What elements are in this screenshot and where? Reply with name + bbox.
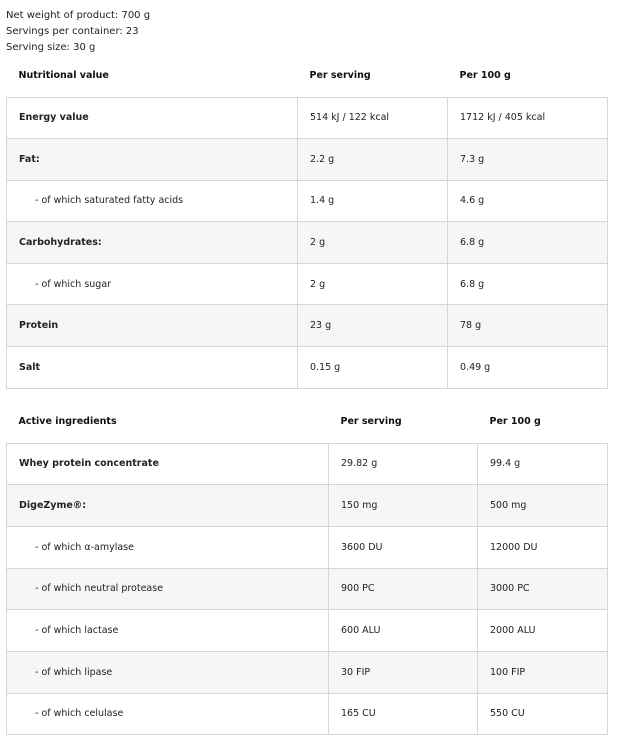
table-row: [7, 263, 608, 305]
row-label: - of which lactase: [7, 610, 329, 652]
row-label: - of which neutral protease: [7, 568, 329, 610]
active-ingredients-table: [6, 401, 608, 735]
per-100g-cell: 4.6 g: [448, 180, 608, 222]
per-serving-cell: 150 mg: [329, 485, 478, 527]
per-serving-cell: 2.2 g: [298, 139, 448, 181]
table-row: [7, 485, 608, 527]
per-100g-cell: 2000 ALU: [478, 610, 608, 652]
table-row: [7, 568, 608, 610]
column-header: Per 100 g: [448, 55, 608, 97]
per-serving-cell: 29.82 g: [329, 443, 478, 485]
table-row: [7, 139, 608, 181]
row-label: Whey protein concentrate: [7, 443, 329, 485]
column-header: Per 100 g: [478, 401, 608, 443]
row-label: Salt: [7, 347, 298, 389]
row-label: DigeZyme®:: [7, 485, 329, 527]
per-100g-cell: 0.49 g: [448, 347, 608, 389]
nutrition-table: [6, 55, 608, 389]
table-row: [7, 305, 608, 347]
per-100g-cell: 78 g: [448, 305, 608, 347]
per-100g-cell: 6.8 g: [448, 263, 608, 305]
table-row: [7, 347, 608, 389]
per-serving-cell: 600 ALU: [329, 610, 478, 652]
row-label: - of which sugar: [7, 263, 298, 305]
table-header-row: [7, 55, 608, 97]
per-100g-cell: 550 CU: [478, 693, 608, 735]
serving-size-text: Serving size: 30 g: [6, 42, 96, 53]
net-weight-text: Net weight of product: 700 g: [6, 10, 151, 21]
row-label: - of which lipase: [7, 651, 329, 693]
column-header: Nutritional value: [7, 55, 298, 97]
column-header: Per serving: [298, 55, 448, 97]
row-label: - of which α-amylase: [7, 526, 329, 568]
per-100g-cell: 1712 kJ / 405 kcal: [448, 97, 608, 139]
table-row: [7, 443, 608, 485]
row-label: Protein: [7, 305, 298, 347]
product-info: [6, 8, 150, 56]
row-label: - of which celulase: [7, 693, 329, 735]
per-serving-cell: 514 kJ / 122 kcal: [298, 97, 448, 139]
table-row: [7, 222, 608, 264]
column-header: Per serving: [329, 401, 478, 443]
row-label: Carbohydrates:: [7, 222, 298, 264]
row-label: - of which saturated fatty acids: [7, 180, 298, 222]
per-100g-cell: 3000 PC: [478, 568, 608, 610]
per-100g-cell: 7.3 g: [448, 139, 608, 181]
row-label: Energy value: [7, 97, 298, 139]
column-header: Active ingredients: [7, 401, 329, 443]
table-row: [7, 693, 608, 735]
per-serving-cell: 0.15 g: [298, 347, 448, 389]
row-label: Fat:: [7, 139, 298, 181]
per-serving-cell: 1.4 g: [298, 180, 448, 222]
per-serving-cell: 3600 DU: [329, 526, 478, 568]
per-serving-cell: 2 g: [298, 222, 448, 264]
table-row: [7, 526, 608, 568]
table-row: [7, 651, 608, 693]
table-header-row: [7, 401, 608, 443]
per-100g-cell: 99.4 g: [478, 443, 608, 485]
per-serving-cell: 165 CU: [329, 693, 478, 735]
table-row: [7, 610, 608, 652]
per-serving-cell: 900 PC: [329, 568, 478, 610]
per-serving-cell: 23 g: [298, 305, 448, 347]
per-100g-cell: 12000 DU: [478, 526, 608, 568]
per-100g-cell: 6.8 g: [448, 222, 608, 264]
servings-text: Servings per container: 23: [6, 26, 139, 37]
per-100g-cell: 500 mg: [478, 485, 608, 527]
per-100g-cell: 100 FIP: [478, 651, 608, 693]
per-serving-cell: 30 FIP: [329, 651, 478, 693]
per-serving-cell: 2 g: [298, 263, 448, 305]
table-row: [7, 97, 608, 139]
table-row: [7, 180, 608, 222]
